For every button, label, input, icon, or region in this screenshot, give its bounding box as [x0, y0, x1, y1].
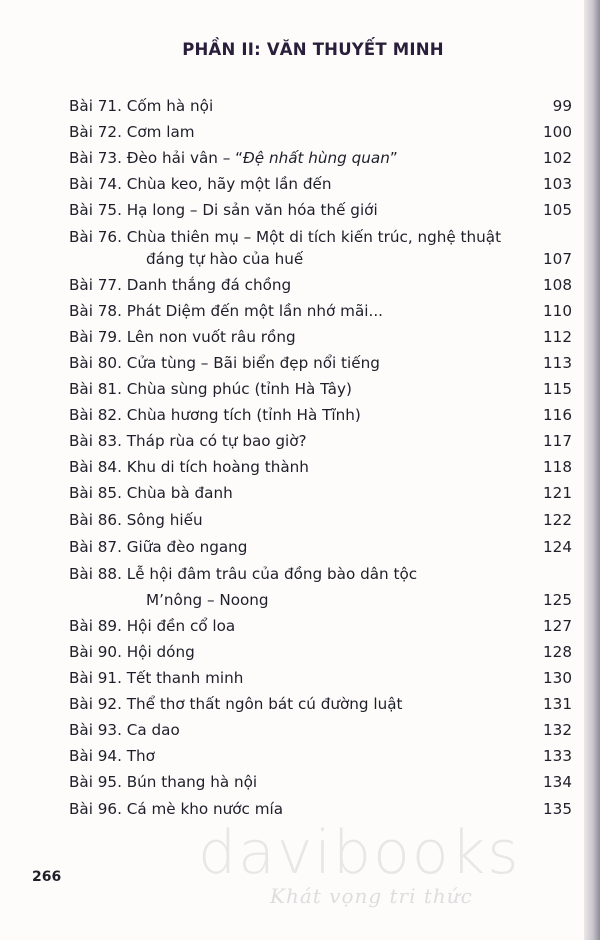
toc-entry-title: Bài 80. Cửa tùng – Bãi biển đẹp nổi tiếng [69, 354, 380, 372]
toc-entry-page: 108 [543, 276, 572, 294]
toc-entry [0, 97, 600, 123]
toc-entry [0, 643, 600, 669]
toc-entry-page: 121 [543, 484, 572, 502]
toc-entry-page: 124 [543, 538, 572, 556]
toc-entry-title: Bài 76. Chùa thiên mụ – Một di tích kiến trúc, nghệ thuật [69, 228, 502, 246]
toc-entry-title: Bài 92. Thể thơ thất ngôn bát cú đường luật [69, 695, 403, 713]
toc-entry-continuation [0, 591, 600, 617]
toc-entry-page: 113 [543, 354, 572, 372]
toc-entry [0, 538, 600, 564]
toc-entry-title: Bài 77. Danh thắng đá chồng [69, 276, 292, 294]
toc-entry [0, 328, 600, 354]
toc-entry-page: 132 [543, 721, 572, 739]
toc-entry-page: 128 [543, 643, 572, 661]
toc-entry-page: 110 [543, 302, 572, 320]
toc-entry-title: Bài 81. Chùa sùng phúc (tỉnh Hà Tây) [69, 380, 352, 398]
toc-entry-page: 130 [543, 669, 572, 687]
toc-entry-page: 107 [543, 250, 572, 268]
toc-entry [0, 380, 600, 406]
toc-entry-title: Bài 83. Tháp rùa có tự bao giờ? [69, 432, 307, 450]
toc-entry [0, 302, 600, 328]
toc-entry [0, 511, 600, 537]
toc-entry-title: Bài 74. Chùa keo, hãy một lần đến [69, 175, 332, 193]
toc-entry-title: Bài 96. Cá mè kho nước mía [69, 800, 284, 818]
toc-entry-page: 100 [543, 123, 572, 141]
toc-entry-title: Bài 89. Hội đền cổ loa [69, 617, 236, 635]
toc-entry [0, 201, 600, 227]
toc-entry-title: Bài 91. Tết thanh minh [69, 669, 244, 687]
toc-entry-title-end: ” [389, 149, 398, 167]
watermark-brand: davibooks [198, 818, 521, 888]
toc-entry-page: 116 [543, 406, 572, 424]
toc-entry [0, 354, 600, 380]
toc-entry-title: Bài 79. Lên non vuốt râu rồng [69, 328, 296, 346]
watermark-slogan: Khát vọng tri thức [270, 884, 473, 908]
toc-entry-page: 105 [543, 201, 572, 219]
toc-entry-title: Bài 90. Hội dóng [69, 643, 195, 661]
toc-entry-page: 99 [552, 97, 572, 115]
toc-entry-title: Bài 87. Giữa đèo ngang [69, 538, 248, 556]
toc-entry [0, 484, 600, 510]
toc-entry [0, 617, 600, 643]
toc-entry-page: 122 [543, 511, 572, 529]
toc-entry-title-start: Bài 73. Đèo hải vân – “ [69, 149, 244, 167]
toc-entry [0, 406, 600, 432]
toc-entry [0, 773, 600, 799]
toc-entry-quote: Đệ nhất hùng quan [243, 149, 390, 167]
toc-entry-page: 103 [543, 175, 572, 193]
toc-entry-page: 134 [543, 773, 572, 791]
toc-entry-title [69, 149, 398, 167]
toc-entry [0, 721, 600, 747]
toc-entry-page: 127 [543, 617, 572, 635]
toc-entry-title: Bài 93. Ca dao [69, 721, 180, 739]
toc-entry-page: 125 [543, 591, 572, 609]
toc-entry-title: Bài 82. Chùa hương tích (tỉnh Hà Tĩnh) [69, 406, 361, 424]
toc-entry-title: Bài 94. Thơ [69, 747, 155, 765]
toc-entry-title: Bài 72. Cơm lam [69, 123, 195, 141]
toc-entry-title: Bài 88. Lễ hội đâm trâu của đồng bào dân tộc [69, 565, 418, 583]
toc-entry-continuation [0, 250, 600, 276]
toc-entry [0, 123, 600, 149]
toc-entry-page: 117 [543, 432, 572, 450]
toc-entry-page: 133 [543, 747, 572, 765]
toc-entry-title: Bài 71. Cốm hà nội [69, 97, 214, 115]
toc-entry-page: 115 [543, 380, 572, 398]
toc-entry [0, 458, 600, 484]
toc-entry-page: 135 [543, 800, 572, 818]
toc-entry-title: Bài 84. Khu di tích hoàng thành [69, 458, 309, 476]
toc-entry-title: Bài 75. Hạ long – Di sản văn hóa thế giới [69, 201, 378, 219]
toc-entry [0, 149, 600, 175]
toc-entry-title: M’nông – Noong [146, 591, 269, 609]
section-title: PHẦN II: VĂN THUYẾT MINH [182, 40, 444, 59]
toc-entry [0, 669, 600, 695]
toc-entry-page: 118 [543, 458, 572, 476]
toc-entry-title: Bài 86. Sông hiếu [69, 511, 203, 529]
toc-entry [0, 432, 600, 458]
toc-entry-title: Bài 78. Phát Diệm đến một lần nhớ mãi... [69, 302, 383, 320]
toc-entry [0, 175, 600, 201]
toc-entry [0, 747, 600, 773]
toc-entry-page: 102 [543, 149, 572, 167]
toc-entry [0, 565, 600, 591]
toc-entry-title: Bài 85. Chùa bà đanh [69, 484, 233, 502]
toc-entry-page: 112 [543, 328, 572, 346]
toc-entry [0, 276, 600, 302]
toc-entry-title: Bài 95. Bún thang hà nội [69, 773, 258, 791]
toc-entry-page: 131 [543, 695, 572, 713]
page-number: 266 [32, 869, 62, 885]
toc-entry [0, 695, 600, 721]
toc-entry-title: đáng tự hào của huế [146, 250, 304, 268]
